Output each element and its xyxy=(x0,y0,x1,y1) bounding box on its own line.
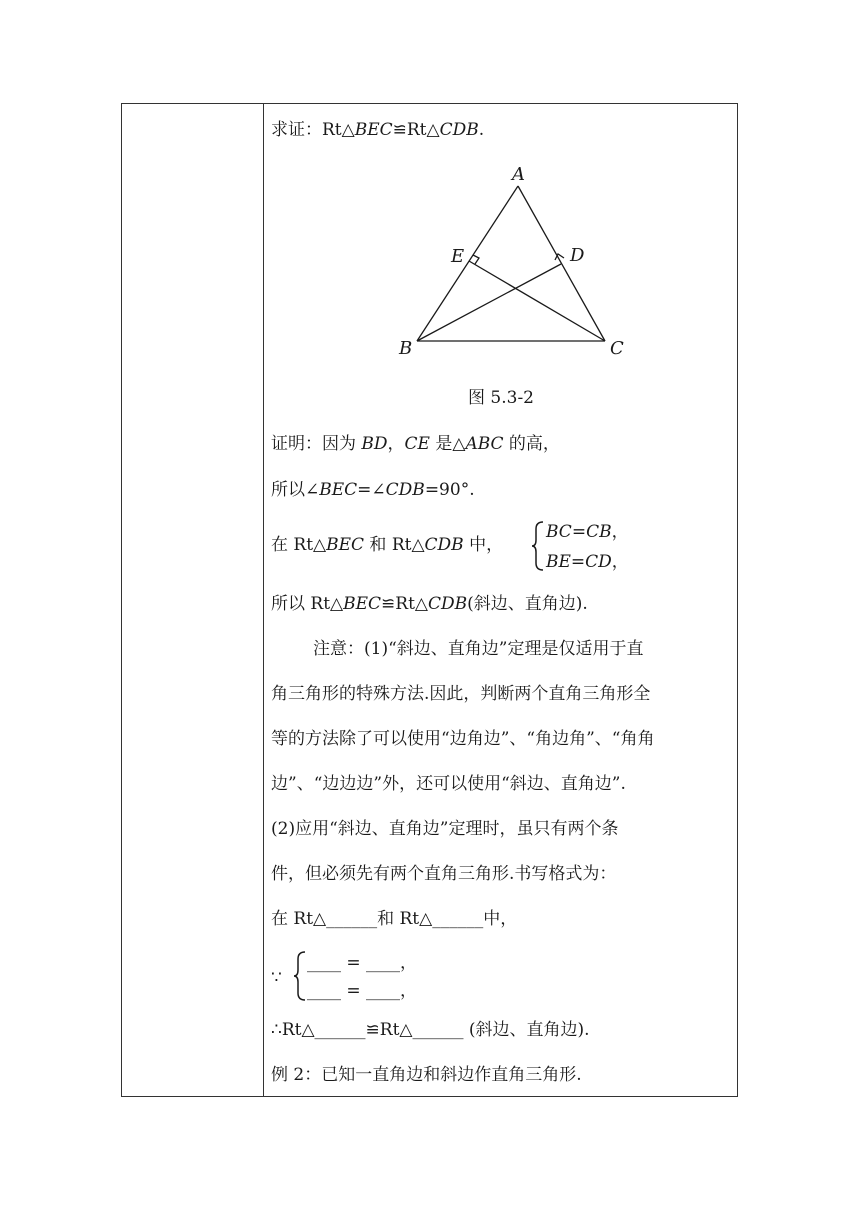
side-ab xyxy=(417,186,518,341)
segment-ce-label: CE xyxy=(404,434,430,454)
text: 和 Rt△ xyxy=(364,535,425,555)
template-row-2: ____ = ____， xyxy=(307,981,418,1001)
text: ， xyxy=(387,434,405,454)
template-brace xyxy=(293,950,307,1002)
text: (斜边、直角边). xyxy=(467,594,588,614)
proof-conclusion xyxy=(271,594,588,614)
goal-triangle-1: BEC xyxy=(354,120,393,140)
text: 中， xyxy=(463,535,504,555)
goal-text: 求证：Rt△ xyxy=(271,120,355,140)
angle-bec-label: BEC xyxy=(319,480,358,500)
template-conclusion: ∴Rt△______≌Rt△______ (斜边、直角边). xyxy=(271,1020,590,1040)
triangle-bec-label: BEC xyxy=(343,594,382,614)
text: ≌Rt△ xyxy=(381,594,428,614)
text: 的高， xyxy=(503,434,560,454)
proof-line-3 xyxy=(271,535,503,555)
text: BC xyxy=(546,522,572,542)
point-label-c: C xyxy=(610,338,624,359)
goal-triangle-2: CDB xyxy=(439,120,479,140)
text: ， xyxy=(611,552,629,572)
angle-cdb-label: CDB xyxy=(385,480,425,500)
right-angle-mark-e xyxy=(473,255,479,264)
note-line-2: 角三角形的特殊方法.因此，判断两个直角三角形全 xyxy=(271,684,651,704)
proof-goal xyxy=(271,120,484,140)
triangle-abc-label: ABC xyxy=(465,434,504,454)
example-2: 例 2：已知一直角边和斜边作直角三角形. xyxy=(271,1065,582,1085)
note-line-6: 件，但必须先有两个直角三角形.书写格式为： xyxy=(271,864,617,884)
text: = xyxy=(570,552,586,572)
note-line-4: 边”、“边边边”外，还可以使用“斜边、直角边”. xyxy=(271,774,626,794)
text: CD xyxy=(585,552,612,572)
template-line-1: 在 Rt△______和 Rt△______中， xyxy=(271,909,518,929)
table xyxy=(121,103,738,1097)
text: ， xyxy=(611,522,629,542)
note-line-5: (2)应用“斜边、直角边”定理时，虽只有两个条 xyxy=(271,819,619,839)
condition-1 xyxy=(546,522,629,542)
point-label-a: A xyxy=(512,164,525,185)
triangle-cdb-label: CDB xyxy=(424,535,464,555)
text: = xyxy=(571,522,587,542)
template-row-1: ____ = ____， xyxy=(307,953,418,973)
text: 所以 Rt△ xyxy=(271,594,344,614)
text: 在 Rt△ xyxy=(271,535,327,555)
proof-line-2 xyxy=(271,480,475,500)
point-label-b: B xyxy=(399,338,413,359)
note-line-3: 等的方法除了可以使用“边角边”、“角边角”、“角角 xyxy=(271,729,655,749)
text: 证明：因为 xyxy=(271,434,362,454)
condition-2 xyxy=(546,552,629,572)
side-ac xyxy=(518,186,605,341)
because-symbol: ∵ xyxy=(271,968,282,988)
goal-congruent: ≌Rt△ xyxy=(392,120,440,140)
text: BE xyxy=(546,552,571,572)
triangle-bec-label: BEC xyxy=(326,535,365,555)
segment-ce xyxy=(469,261,605,341)
column-divider xyxy=(263,104,264,1096)
proof-line-1 xyxy=(271,434,560,454)
text: =∠ xyxy=(357,480,386,500)
conditions-brace xyxy=(531,520,545,572)
text: =90°. xyxy=(424,480,475,500)
goal-end: . xyxy=(478,120,485,140)
triangle-cdb-label: CDB xyxy=(427,594,468,614)
figure-caption: 图 5.3-2 xyxy=(468,388,534,408)
text: 所以∠ xyxy=(271,480,320,500)
point-label-d: D xyxy=(570,245,585,266)
triangle-figure xyxy=(386,162,626,362)
text: 是△ xyxy=(429,434,466,454)
point-label-e: E xyxy=(451,246,465,267)
text: CB xyxy=(586,522,612,542)
note-line-1: 注意：(1)“斜边、直角边”定理是仅适用于直 xyxy=(313,639,644,659)
segment-bd-label: BD xyxy=(361,434,388,454)
